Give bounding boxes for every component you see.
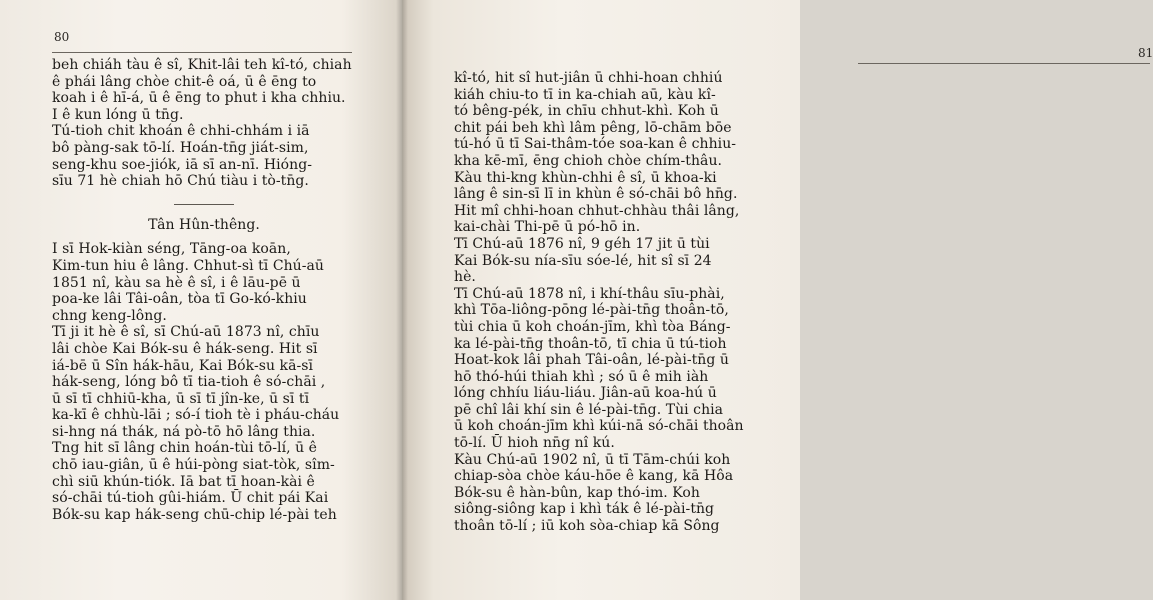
right-header-rule: [858, 63, 1150, 64]
text-line: tú-hó ū tī Sai-thâm-tóe soa-kan ê chhiu-: [454, 136, 737, 153]
text-line: iá-bē ū Sîn hák-hāu, Kai Bók-su kā-sī: [52, 357, 314, 374]
left-header-rule: [52, 52, 352, 53]
text-line: Bók-su ê hàn-bûn, kap thó-im. Koh: [454, 484, 700, 501]
text-line: I sī Hok-kiàn séng, Tāng-oa koān,: [52, 241, 291, 258]
text-line: thoân tō-lí ; iū koh sòa-chiap kā Sông: [454, 518, 720, 535]
text-line: I ê kun lóng ū tn̄g.: [52, 106, 184, 123]
text-line: Hit mî chhi-hoan chhut-chhàu thâi lâng,: [454, 202, 740, 219]
text-line: ka lé-pài-tn̄g thoân-tō, tī chia ū tú-tioh: [454, 335, 727, 352]
text-line: Tī Chú-aū 1876 nî, 9 géh 17 jit ū tùi: [454, 235, 710, 252]
text-line: pē chî lâi khí sin ê lé-pài-tn̄g. Tùi chia: [454, 401, 724, 418]
text-line: Kàu thi-kng khùn-chhi ê sî, ū khoa-ki: [454, 169, 717, 186]
text-line: khì Tōa-liông-pōng lé-pài-tn̄g thoân-tō,: [454, 302, 729, 319]
left-page-number: 80: [54, 30, 70, 44]
text-line: Kàu Chú-aū 1902 nî, ū tī Tām-chúi koh: [454, 451, 731, 468]
text-line: poa-ke lâi Tâi-oân, tòa tī Go-kó-khiu: [52, 291, 307, 308]
text-line: chng keng-lông.: [52, 307, 167, 324]
text-line: ê phái lâng chòe chit-ê oá, ū ê ēng to: [52, 73, 317, 90]
text-line: lâi chòe Kai Bók-su ê hák-seng. Hit sī: [52, 340, 318, 357]
left-text-block: [52, 57, 356, 523]
text-line: hè.: [454, 269, 476, 286]
section-heading: Tân Hûn-thêng.: [148, 216, 260, 233]
text-line: lâng ê sin-sī lī in khùn ê só-chāi bô hn̄g.: [454, 186, 738, 203]
text-line: chō iau-giân, ū ê húi-pòng siat-tòk, sîm-: [52, 457, 335, 474]
text-line: kî-tó, hit sî hut-jiân ū chhi-hoan chhiú: [454, 70, 723, 86]
text-line: Tī ji it hè ê sî, sī Chú-aū 1873 nî, chīu: [52, 324, 320, 341]
text-line: bô pàng-sak tō-lí. Hoán-tn̄g jiát-sim,: [52, 139, 309, 156]
text-line: ū koh choán-jīm khì kúi-nā só-chāi thoân: [454, 418, 744, 435]
text-line: Tī Chú-aū 1878 nî, i khí-thâu sīu-phài,: [454, 285, 725, 302]
left-page: [0, 0, 402, 600]
text-line: hō thó-húi thiah khì ; só ū ê mih iàh: [454, 368, 709, 385]
text-line: lóng chhíu liáu-liáu. Jiân-aū koa-hú ū: [454, 385, 717, 402]
text-line: só-chāi tú-tioh gûi-hiám. Ū chit pái Kai: [52, 490, 329, 507]
text-line: beh chiáh tàu ê sî, Khit-lâi teh kî-tó, chiah: [52, 57, 352, 73]
book-gutter-shadow: [396, 0, 408, 600]
text-line: chit pái beh khì lâm pêng, lō-chām bōe: [454, 119, 732, 136]
text-line: chì siū khún-tiók. Iā bat tī hoan-kài ê: [52, 473, 315, 490]
text-line: tùi chia ū koh choán-jīm, khì tòa Báng-: [454, 318, 731, 335]
text-line: kai-chài Thi-pē ū pó-hō in.: [454, 219, 641, 236]
text-line: kha kē-mī, ēng chioh chòe chím-thâu.: [454, 152, 723, 169]
right-text-block: [454, 70, 754, 535]
text-line: sīu 71 hè chiah hō Chú tiàu i tò-tn̄g.: [52, 173, 309, 190]
section-divider: [174, 204, 234, 205]
text-line: 1851 nî, kàu sa hè ê sî, i ê lāu-pē ū: [52, 274, 301, 291]
text-line: Hoat-kok lâi phah Tâi-oân, lé-pài-tn̄g ū: [454, 352, 729, 369]
text-line: Bók-su kap hák-seng chū-chip lé-pài teh: [52, 506, 337, 523]
text-line: seng-khu soe-jiók, iā sī an-nī. Hióng-: [52, 156, 313, 173]
text-line: Tú-tioh chit khoán ê chhi-chhám i iā: [52, 123, 310, 140]
text-line: siông-siông kap i khì ták ê lé-pài-tn̄g: [454, 501, 715, 518]
text-line: tō-lí. Ū hioh nn̄g nî kú.: [454, 435, 615, 452]
right-page-number: 81: [1138, 46, 1153, 60]
text-line: ka-kī ê chhù-lāi ; só-í tioh tè i pháu-cháu: [52, 407, 340, 424]
text-line: tó bêng-pék, in chīu chhut-khì. Koh ū: [454, 103, 719, 120]
text-line: hák-seng, lóng bô tī tia-tioh ê só-chāi ,: [52, 374, 326, 391]
text-line: si-hng ná thák, ná pò-tō hō lâng thia.: [52, 423, 316, 440]
text-line: Tng hit sī lâng chin hoán-tùi tō-lí, ū ê: [52, 440, 318, 457]
text-line: koah i ê hī-á, ū ê ēng to phut i kha chhiu.: [52, 90, 346, 107]
text-line: kiáh chiu-to tī in ka-chiah aū, kàu kî-: [454, 86, 716, 103]
text-line: ū sī tī chhiū-kha, ū sī tī jîn-ke, ū sī tī: [52, 390, 310, 407]
text-line: Kim-tun hiu ê lâng. Chhut-sì tī Chú-aū: [52, 257, 324, 274]
text-line: Kai Bók-su nía-sīu sóe-lé, hit sî sī 24: [454, 252, 712, 269]
text-line: chiap-sòa chòe káu-hōe ê kang, kā Hôa: [454, 468, 734, 485]
